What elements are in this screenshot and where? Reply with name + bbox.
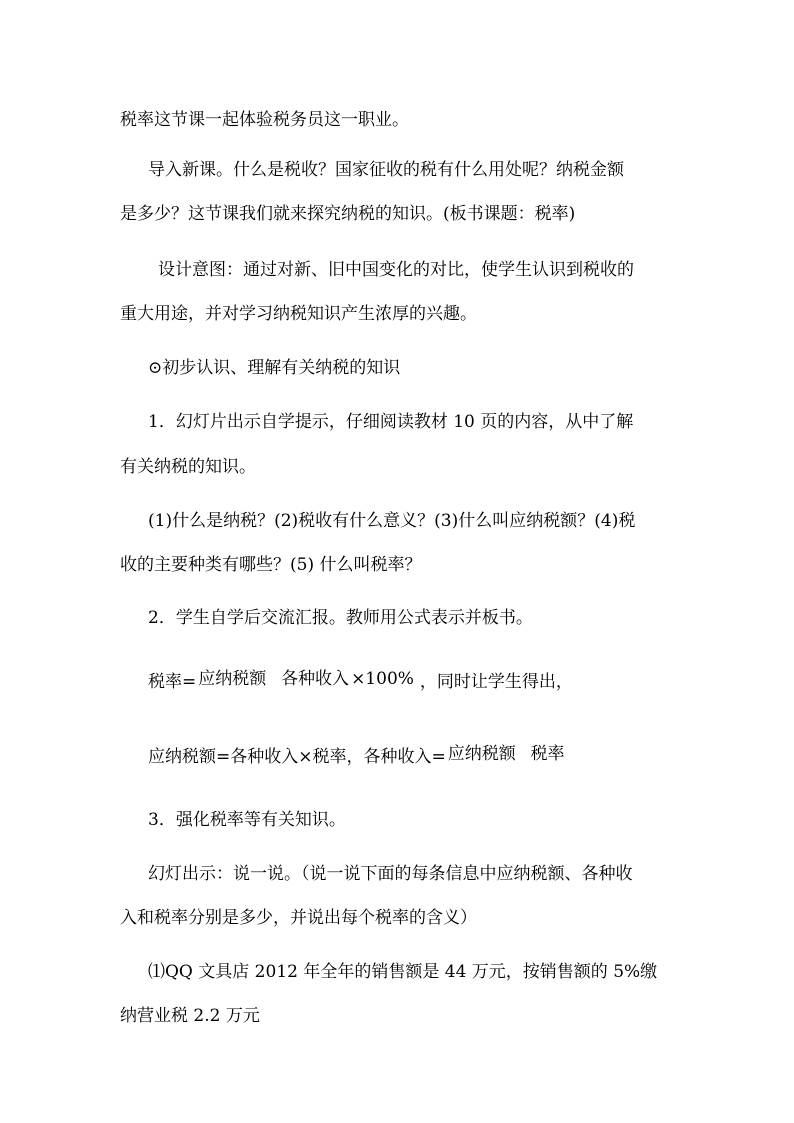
text-line: 1．幻灯片出示自学提示，仔细阅读教材 10 页的内容，从中了解	[148, 412, 634, 432]
text-line: 幻灯出示：说一说。（说一说下面的每条信息中应纳税额、各种收	[148, 864, 633, 884]
fraction-numerator: 应纳税额	[447, 744, 516, 764]
fraction-numerator: 应纳税额	[198, 669, 267, 689]
text-line: ⑴QQ 文具店 2012 年全年的销售额是 44 万元，按销售额的 5%缴	[148, 962, 658, 982]
fraction-denominator: 各种收入	[281, 669, 350, 689]
text-line: 收的主要种类有哪些？(5) 什么叫税率？	[120, 555, 422, 575]
section-heading: ⊙初步认识、理解有关纳税的知识	[148, 358, 401, 378]
formula-prefix: 税率=	[148, 671, 197, 692]
text-line: 设计意图：通过对新、旧中国变化的对比，使学生认识到税收的	[158, 260, 634, 280]
text-line: 导入新课。什么是税收？国家征收的税有什么用处呢？纳税金额	[148, 160, 624, 180]
formula-after-text: ，同时让学生得出，	[419, 671, 573, 692]
text-line: 重大用途，并对学习纳税知识产生浓厚的兴趣。	[120, 304, 477, 324]
text-line: 有关纳税的知识。	[120, 457, 256, 477]
text-line: 3．强化税率等有关知识。	[148, 810, 346, 830]
fraction	[446, 743, 567, 765]
formula-tax-amount	[148, 729, 567, 779]
text-line: 是多少？这节课我们就来探究纳税的知识。(板书课题：税率)	[120, 204, 576, 224]
text-line: 纳营业税 2.2 万元	[120, 1006, 260, 1026]
formula-suffix: ×100%	[351, 669, 414, 689]
text-line: 入和税率分别是多少，并说出每个税率的含义）	[120, 908, 477, 928]
formula-tax-rate	[148, 654, 573, 704]
fraction	[196, 668, 351, 690]
text-line: (1)什么是纳税？(2)税收有什么意义？(3)什么叫应纳税额？(4)税	[148, 511, 636, 531]
formula-prefix: 应纳税额=各种收入×税率，各种收入=	[148, 746, 446, 767]
text-line: 税率这节课一起体验税务员这一职业。	[120, 110, 409, 130]
fraction-denominator: 税率	[530, 744, 565, 764]
text-line: 2．学生自学后交流汇报。教师用公式表示并板书。	[148, 608, 533, 628]
